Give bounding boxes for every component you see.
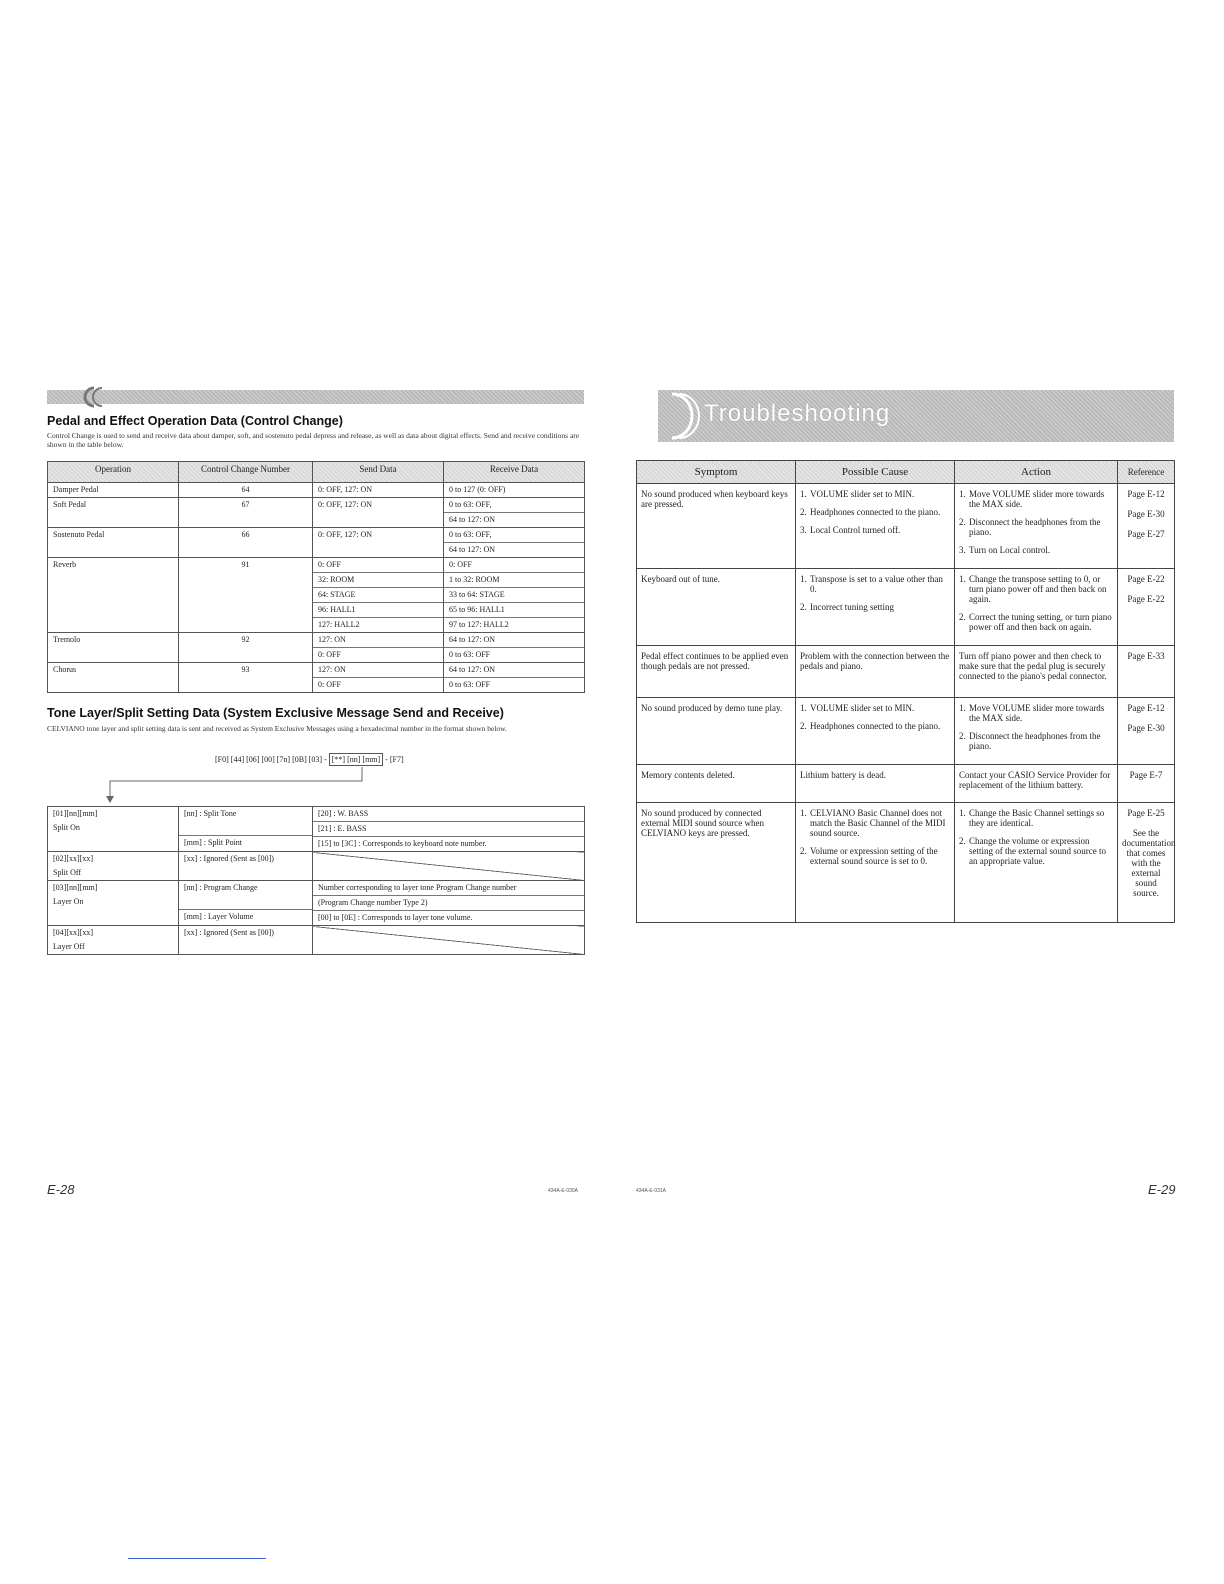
action-item xyxy=(959,612,1113,632)
action-text: Change the volume or expression setting of the external sound source to an appropriate value. xyxy=(969,836,1106,866)
symptom-cell: Memory contents deleted. xyxy=(637,765,796,803)
tone-section-heading: Tone Layer/Split Setting Data (System Exclusive Message Send and Receive) xyxy=(47,706,504,720)
col-header-symptom: Symptom xyxy=(637,461,796,484)
tone-name: Split Off xyxy=(53,868,82,877)
action-number: 1. xyxy=(959,703,966,713)
sysex-format-boxed: [**] [nn] [mm] xyxy=(329,753,383,766)
tone-value: [15] to [3C] : Corresponds to keyboard note number. xyxy=(313,836,584,851)
sysex-format-arrow xyxy=(100,766,370,806)
pedal-send-value: 0: OFF, 127: ON xyxy=(318,530,373,539)
right-page-code: 434A-E-031A xyxy=(636,1188,667,1194)
cause-number: 1. xyxy=(800,574,807,584)
pedal-receive-cell xyxy=(444,558,585,633)
pedal-table-row xyxy=(48,498,585,528)
tone-name: Layer Off xyxy=(53,942,85,951)
tone-param: [nn] : Program Change xyxy=(184,883,258,892)
page-margin-line xyxy=(128,1558,266,1559)
tone-table-row xyxy=(48,807,585,852)
pedal-send-value: 127: HALL2 xyxy=(313,617,443,632)
cause-cell xyxy=(796,803,955,923)
action-number: 2. xyxy=(959,836,966,846)
action-item xyxy=(959,703,1113,723)
troubleshooting-table xyxy=(636,460,1175,923)
reference-value: Page E-7 xyxy=(1129,770,1163,780)
reference-value: Page E-27 xyxy=(1127,529,1165,539)
pedal-number-cell: 93 xyxy=(179,663,313,693)
col-header-possible-cause: Possible Cause xyxy=(796,461,955,484)
pedal-send-value: 0: OFF xyxy=(313,677,443,692)
pedal-operation-cell: Reverb xyxy=(48,558,179,633)
troubleshooting-row xyxy=(637,698,1175,765)
reference-cell xyxy=(1118,698,1175,765)
action-number: 3. xyxy=(959,545,966,555)
banner-emblem-icon xyxy=(636,390,706,442)
cause-text: Lithium battery is dead. xyxy=(800,770,886,780)
pedal-send-value: 127: ON xyxy=(318,635,346,644)
troubleshooting-row xyxy=(637,646,1175,698)
cause-cell xyxy=(796,698,955,765)
reference-value: See the documentation that comes with the external sound source. xyxy=(1122,828,1176,898)
action-text: Turn off piano power and then check to make sure that the pedal plug is securely connected to the piano's pedal connector. xyxy=(959,651,1107,681)
tone-table-row xyxy=(48,852,585,881)
action-text: Move VOLUME slider more towards the MAX side. xyxy=(969,489,1105,509)
tone-table-row xyxy=(48,926,585,955)
pedal-receive-value: 65 to 96: HALL1 xyxy=(444,602,584,617)
symptom-cell: Keyboard out of tune. xyxy=(637,569,796,646)
tone-code: [04][xx][xx] xyxy=(53,928,93,937)
left-page-code: 434A-E-030A xyxy=(548,1188,579,1194)
cause-text: Problem with the connection between the pedals and piano. xyxy=(800,651,950,671)
reference-value: Page E-30 xyxy=(1127,723,1165,733)
cause-cell xyxy=(796,765,955,803)
tone-value-cell xyxy=(313,807,585,852)
action-text: Change the transpose setting to 0, or turn piano power off and then back on again. xyxy=(969,574,1107,604)
tone-value: Number corresponding to layer tone Program Change number xyxy=(318,883,517,892)
action-item xyxy=(959,836,1113,866)
reference-cell xyxy=(1118,765,1175,803)
pedal-operation-cell: Sostenuto Pedal xyxy=(48,528,179,558)
action-number: 1. xyxy=(959,574,966,584)
pedal-send-value: 96: HALL1 xyxy=(313,602,443,617)
pedal-send-value: 0: OFF xyxy=(318,560,341,569)
tone-value-cell xyxy=(313,852,585,881)
action-item xyxy=(959,545,1113,555)
pedal-table-row xyxy=(48,663,585,693)
reference-value: Page E-33 xyxy=(1127,651,1165,661)
reference-value: Page E-30 xyxy=(1127,509,1165,519)
cause-item xyxy=(800,808,950,838)
pedal-send-value: 0: OFF, 127: ON xyxy=(318,485,373,494)
cause-item xyxy=(800,525,950,535)
cause-text: VOLUME slider set to MIN. xyxy=(810,703,915,713)
pedal-receive-cell xyxy=(444,663,585,693)
cause-number: 1. xyxy=(800,808,807,818)
pedal-table-row xyxy=(48,633,585,663)
cause-number: 1. xyxy=(800,703,807,713)
action-item xyxy=(959,489,1113,509)
tone-code: [01][nn][mm] xyxy=(53,809,98,818)
symptom-cell: No sound produced by connected external MIDI sound source when CELVIANO keys are pressed. xyxy=(637,803,796,923)
tone-param: [mm] : Layer Volume xyxy=(179,909,312,924)
action-cell xyxy=(955,569,1118,646)
tone-value-cell xyxy=(313,881,585,926)
cause-cell xyxy=(796,569,955,646)
pedal-operation-cell: Soft Pedal xyxy=(48,498,179,528)
pedal-send-value: 32: ROOM xyxy=(313,572,443,587)
action-text: Change the Basic Channel settings so they are identical. xyxy=(969,808,1105,828)
action-item xyxy=(959,731,1113,751)
cause-item xyxy=(800,721,950,731)
action-number: 2. xyxy=(959,517,966,527)
cause-text: Transpose is set to a value other than 0. xyxy=(810,574,943,594)
pedal-receive-value: 64 to 127: ON xyxy=(444,542,584,557)
reference-value: Page E-25 xyxy=(1127,808,1165,818)
reference-value: Page E-22 xyxy=(1127,594,1165,604)
pedal-table-row xyxy=(48,528,585,558)
tone-layer-split-table xyxy=(47,806,585,955)
pedal-receive-value: 1 to 32: ROOM xyxy=(444,572,584,587)
action-item xyxy=(959,574,1113,604)
tone-value: (Program Change number Type 2) xyxy=(313,895,584,910)
cause-item xyxy=(800,846,950,866)
col-header-control-number: Control Change Number xyxy=(179,462,313,483)
cause-item xyxy=(800,602,950,612)
pedal-receive-value: 0 to 63: OFF, xyxy=(449,530,492,539)
right-page-number: E-29 xyxy=(1148,1182,1176,1197)
reference-cell xyxy=(1118,646,1175,698)
left-header-bar xyxy=(47,390,584,404)
pedal-section-heading: Pedal and Effect Operation Data (Control Change) xyxy=(47,414,343,428)
cause-text: Local Control turned off. xyxy=(810,525,901,535)
cause-number: 2. xyxy=(800,846,807,856)
pedal-send-cell xyxy=(313,663,444,693)
cause-text: CELVIANO Basic Channel does not match the Basic Channel of the MIDI sound source. xyxy=(810,808,946,838)
pedal-operation-cell: Tremolo xyxy=(48,633,179,663)
col-header-operation: Operation xyxy=(48,462,179,483)
action-cell xyxy=(955,646,1118,698)
action-cell xyxy=(955,484,1118,569)
left-page-number: E-28 xyxy=(47,1182,75,1197)
reference-cell xyxy=(1118,803,1175,923)
symptom-cell: No sound produced when keyboard keys are pressed. xyxy=(637,484,796,569)
pedal-receive-cell xyxy=(444,483,585,498)
pedal-number-cell: 66 xyxy=(179,528,313,558)
action-text: Contact your CASIO Service Provider for replacement of the lithium battery. xyxy=(959,770,1111,790)
action-text: Correct the tuning setting, or turn piano power off and then back on again. xyxy=(969,612,1112,632)
tone-code-cell xyxy=(48,852,179,881)
tone-code-cell xyxy=(48,926,179,955)
cause-text: Incorrect tuning setting xyxy=(810,602,894,612)
action-text: Move VOLUME slider more towards the MAX side. xyxy=(969,703,1105,723)
troubleshooting-banner xyxy=(636,390,1174,442)
tone-name: Layer On xyxy=(53,897,84,906)
pedal-receive-value: 0: OFF xyxy=(449,560,472,569)
pedal-number-cell: 92 xyxy=(179,633,313,663)
pedal-receive-value: 64 to 127: ON xyxy=(449,635,495,644)
cause-item xyxy=(800,507,950,517)
tone-value-cell xyxy=(313,926,585,955)
reference-cell xyxy=(1118,569,1175,646)
pedal-send-value: 0: OFF xyxy=(313,647,443,662)
tone-param-cell xyxy=(179,881,313,926)
cause-item xyxy=(800,489,950,499)
reference-value: Page E-12 xyxy=(1127,489,1165,499)
action-text: Disconnect the headphones from the piano. xyxy=(969,731,1101,751)
pedal-send-cell xyxy=(313,528,444,558)
pedal-table-row xyxy=(48,483,585,498)
action-number: 1. xyxy=(959,489,966,499)
pedal-number-cell: 91 xyxy=(179,558,313,633)
cause-text: Headphones connected to the piano. xyxy=(810,507,941,517)
symptom-cell: Pedal effect continues to be applied even though pedals are not pressed. xyxy=(637,646,796,698)
action-number: 2. xyxy=(959,612,966,622)
cause-number: 2. xyxy=(800,507,807,517)
tone-param-cell xyxy=(179,926,313,955)
sysex-format-line xyxy=(215,755,404,764)
pedal-send-value: 127: ON xyxy=(318,665,346,674)
sysex-format-prefix: [F0] [44] [06] [00] [7n] [0B] [03] - xyxy=(215,755,327,764)
tone-param: [nn] : Split Tone xyxy=(184,809,237,818)
tone-param: [xx] : Ignored (Sent as [00]) xyxy=(184,928,274,937)
pedal-receive-value: 33 to 64: STAGE xyxy=(444,587,584,602)
pedal-receive-value: 97 to 127: HALL2 xyxy=(444,617,584,632)
cause-cell xyxy=(796,484,955,569)
action-number: 1. xyxy=(959,808,966,818)
action-cell xyxy=(955,803,1118,923)
left-header-emblem xyxy=(80,386,120,408)
reference-value: Page E-12 xyxy=(1127,703,1165,713)
pedal-table-row xyxy=(48,558,585,633)
pedal-send-cell xyxy=(313,633,444,663)
troubleshooting-row xyxy=(637,484,1175,569)
pedal-send-value: 0: OFF, 127: ON xyxy=(318,500,373,509)
tone-param-cell xyxy=(179,807,313,852)
action-text: Disconnect the headphones from the piano. xyxy=(969,517,1101,537)
tone-section-intro: CELVIANO tone layer and split setting data is sent and received as System Exclusive Messages using a hexadecimal number in the format shown below. xyxy=(47,724,507,733)
pedal-send-cell xyxy=(313,558,444,633)
pedal-receive-cell xyxy=(444,498,585,528)
cause-cell xyxy=(796,646,955,698)
cause-number: 2. xyxy=(800,602,807,612)
tone-name: Split On xyxy=(53,823,80,832)
action-text: Turn on Local control. xyxy=(969,545,1051,555)
cause-text: VOLUME slider set to MIN. xyxy=(810,489,915,499)
col-header-action: Action xyxy=(955,461,1118,484)
pedal-operation-cell: Damper Pedal xyxy=(48,483,179,498)
action-number: 2. xyxy=(959,731,966,741)
col-header-reference: Reference xyxy=(1118,461,1175,484)
action-item xyxy=(959,808,1113,828)
col-header-send-data: Send Data xyxy=(313,462,444,483)
tone-table-row xyxy=(48,881,585,926)
pedal-receive-value: 0 to 63: OFF xyxy=(444,647,584,662)
reference-value: Page E-22 xyxy=(1127,574,1165,584)
tone-value: [00] to [0E] : Corresponds to layer tone volume. xyxy=(313,910,584,925)
cause-text: Headphones connected to the piano. xyxy=(810,721,941,731)
pedal-receive-value: 64 to 127: ON xyxy=(444,512,584,527)
symptom-cell: No sound produced by demo tune play. xyxy=(637,698,796,765)
tone-code-cell xyxy=(48,807,179,852)
pedal-send-value: 64: STAGE xyxy=(313,587,443,602)
pedal-send-cell xyxy=(313,498,444,528)
tone-code-cell xyxy=(48,881,179,926)
tone-param: [mm] : Split Point xyxy=(179,835,312,850)
pedal-receive-cell xyxy=(444,528,585,558)
pedal-number-cell: 64 xyxy=(179,483,313,498)
action-cell xyxy=(955,765,1118,803)
tone-code: [03][nn][mm] xyxy=(53,883,98,892)
troubleshooting-title: Troubleshooting xyxy=(704,400,891,427)
pedal-receive-cell xyxy=(444,633,585,663)
sysex-format-suffix: - [F7] xyxy=(385,755,404,764)
pedal-receive-value: 64 to 127: ON xyxy=(449,665,495,674)
reference-cell xyxy=(1118,484,1175,569)
cause-number: 2. xyxy=(800,721,807,731)
troubleshooting-row xyxy=(637,765,1175,803)
tone-code: [02][xx][xx] xyxy=(53,854,93,863)
pedal-number-cell: 67 xyxy=(179,498,313,528)
col-header-receive-data: Receive Data xyxy=(444,462,585,483)
cause-text: Volume or expression setting of the external sound source is set to 0. xyxy=(810,846,938,866)
cause-item xyxy=(800,574,950,594)
cause-number: 3. xyxy=(800,525,807,535)
cause-number: 1. xyxy=(800,489,807,499)
tone-param: [xx] : Ignored (Sent as [00]) xyxy=(184,854,274,863)
pedal-section-intro: Control Change is used to send and receive data about damper, soft, and sostenuto pedal depress and release, as well as data about digital effects. Send and receive conditions are shown in the table below. xyxy=(47,431,580,449)
pedal-send-cell xyxy=(313,483,444,498)
pedal-receive-value: 0 to 63: OFF, xyxy=(449,500,492,509)
cause-item xyxy=(800,703,950,713)
tone-param-cell xyxy=(179,852,313,881)
tone-value: [21] : E. BASS xyxy=(313,821,584,836)
action-item xyxy=(959,517,1113,537)
troubleshooting-row xyxy=(637,803,1175,923)
pedal-effect-table xyxy=(47,461,585,693)
action-cell xyxy=(955,698,1118,765)
pedal-operation-cell: Chorus xyxy=(48,663,179,693)
pedal-receive-value: 0 to 127 (0: OFF) xyxy=(449,485,506,494)
tone-value: [20] : W. BASS xyxy=(318,809,369,818)
pedal-receive-value: 0 to 63: OFF xyxy=(444,677,584,692)
troubleshooting-row xyxy=(637,569,1175,646)
